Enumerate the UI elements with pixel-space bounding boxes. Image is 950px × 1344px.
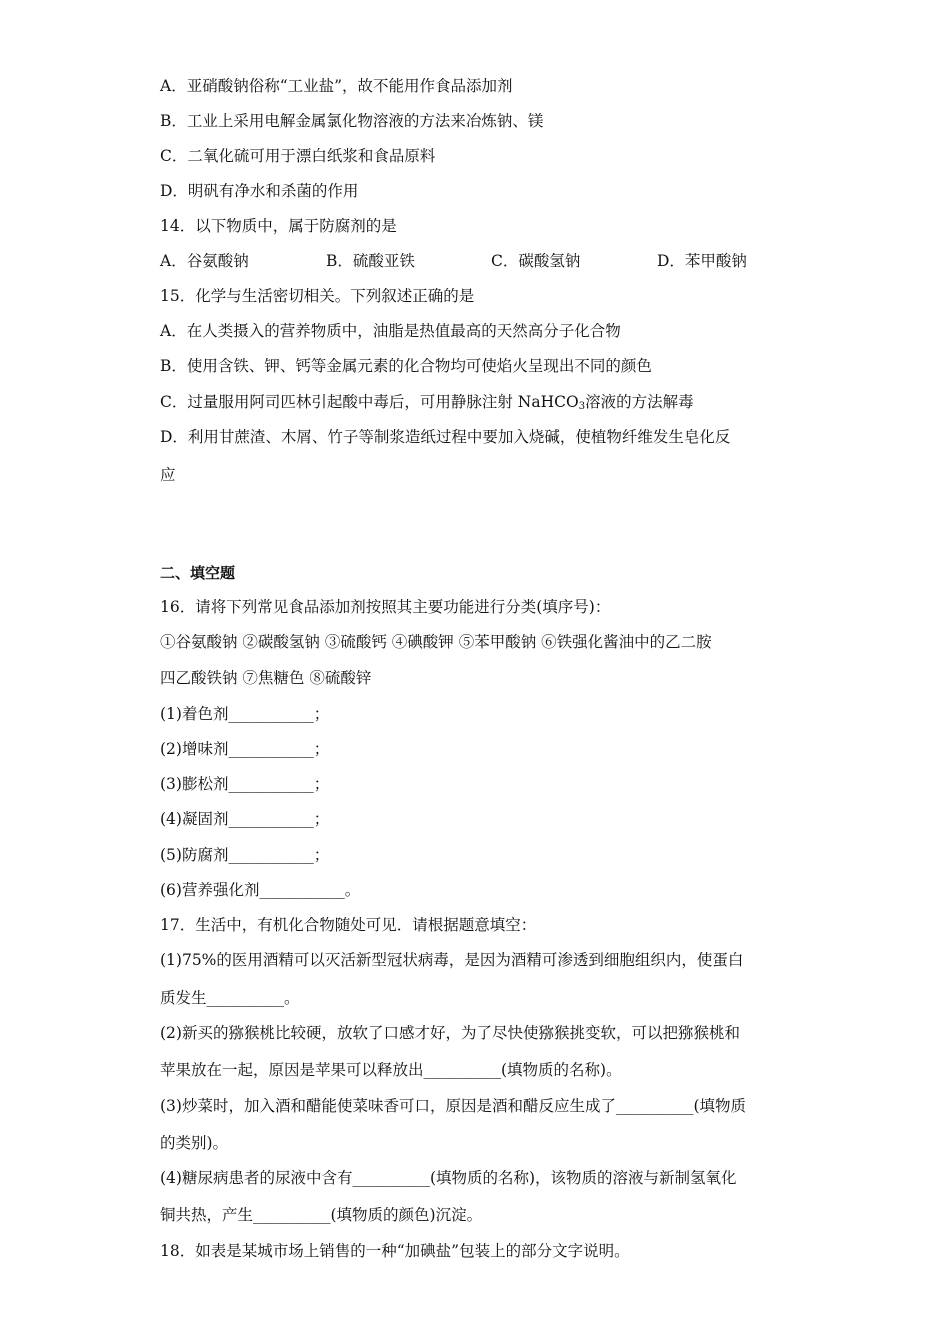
q16-part-5: (5)防腐剂___________；	[160, 846, 330, 864]
q15-option-c-subscript: 3	[578, 401, 586, 412]
q17-part-2-line2: 苹果放在一起，原因是苹果可以释放出__________(填物质的名称)。	[160, 1061, 622, 1079]
q15-option-d-line1: D．利用甘蔗渣、木屑、竹子等制浆造纸过程中要加入烧碱，使植物纤维发生皂化反	[160, 428, 731, 446]
q13-option-a: A．亚硝酸钠俗称“工业盐”，故不能用作食品添加剂	[160, 77, 513, 95]
q14-option-c: C．碳酸氢钠	[491, 252, 581, 270]
q16-stem: 16．请将下列常见食品添加剂按照其主要功能进行分类(填序号)：	[160, 598, 611, 616]
q13-option-d: D．明矾有净水和杀菌的作用	[160, 182, 359, 200]
q17-part-3-line2: 的类别)。	[160, 1134, 229, 1152]
q16-part-6: (6)营养强化剂___________。	[160, 881, 361, 899]
q14-option-a: A．谷氨酸钠	[160, 252, 249, 270]
q13-option-c: C．二氧化硫可用于漂白纸浆和食品原料	[160, 147, 436, 165]
q17-part-2-line1: (2)新买的猕猴桃比较硬，放软了口感才好，为了尽快使猕猴挑变软，可以把猕猴桃和	[160, 1024, 740, 1042]
q15-option-c-text: C．过量服用阿司匹林引起酸中毒后，可用静脉注射 NaHCO	[160, 393, 579, 411]
q17-stem: 17．生活中，有机化合物随处可见．请根据题意填空：	[160, 916, 537, 934]
q13-option-b: B．工业上采用电解金属氯化物溶液的方法来冶炼钠、镁	[160, 112, 544, 130]
q14-option-d: D．苯甲酸钠	[657, 252, 747, 270]
q15-option-c	[160, 392, 694, 417]
q18-stem: 18．如表是某城市场上销售的一种“加碘盐”包装上的部分文字说明。	[160, 1242, 630, 1260]
q16-list-line2: 四乙酸铁钠 ⑦焦糖色 ⑧硫酸锌	[160, 669, 372, 687]
q17-part-1-line1: (1)75%的医用酒精可以灭活新型冠状病毒，是因为酒精可渗透到细胞组织内，使蛋白	[160, 951, 744, 969]
q16-part-2: (2)增味剂___________；	[160, 740, 330, 758]
q17-part-3-line1: (3)炒菜时，加入酒和醋能使菜味香可口，原因是酒和醋反应生成了__________(填物质	[160, 1097, 747, 1115]
q15-option-d-line2: 应	[160, 466, 176, 484]
q17-part-4-line1: (4)糖尿病患者的尿液中含有__________(填物质的名称)，该物质的溶液与新制氢氧化	[160, 1169, 737, 1187]
q15-option-b: B．使用含铁、钾、钙等金属元素的化合物均可使焰火呈现出不同的颜色	[160, 357, 652, 375]
q16-part-3: (3)膨松剂___________；	[160, 775, 330, 793]
q14-stem: 14．以下物质中，属于防腐剂的是	[160, 217, 397, 235]
q16-list-line1: ①谷氨酸钠 ②碳酸氢钠 ③硫酸钙 ④碘酸钾 ⑤苯甲酸钠 ⑥铁强化酱油中的乙二胺	[160, 633, 712, 651]
q15-option-c-tail: 溶液的方法解毒	[585, 393, 694, 411]
q15-option-a: A．在人类摄入的营养物质中，油脂是热值最高的天然高分子化合物	[160, 322, 621, 340]
q15-stem: 15．化学与生活密切相关。下列叙述正确的是	[160, 287, 475, 305]
section-heading-fill-in: 二、填空题	[160, 564, 236, 582]
q17-part-1-line2: 质发生__________。	[160, 989, 300, 1007]
q14-option-b: B．硫酸亚铁	[326, 252, 415, 270]
q16-part-4: (4)凝固剂___________；	[160, 810, 330, 828]
q16-part-1: (1)着色剂___________；	[160, 705, 330, 723]
q17-part-4-line2: 铜共热，产生__________(填物质的颜色)沉淀。	[160, 1206, 483, 1224]
